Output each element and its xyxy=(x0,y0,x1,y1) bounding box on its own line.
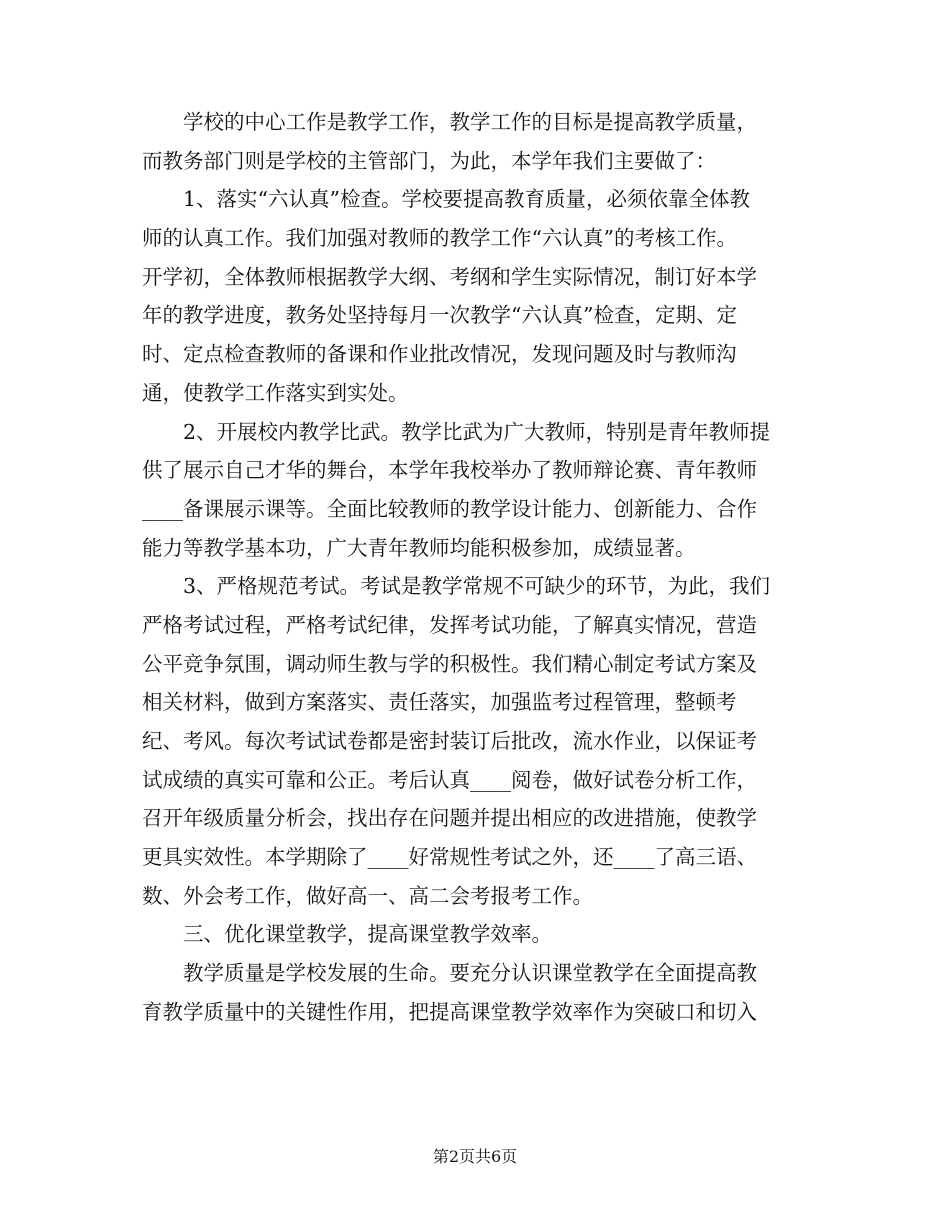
text-line: 而教务部门则是学校的主管部门，为此，本学年我们主要做了： xyxy=(142,148,716,173)
body-text xyxy=(142,103,808,1032)
page-number: 第2页共6页 xyxy=(432,1147,518,1166)
text-line: 1、落实“六认真”检查。学校要提高教育质量，必须依靠全体教 xyxy=(183,187,751,212)
section-heading: 三、优化课堂教学，提高课堂教学效率。 xyxy=(183,922,552,947)
text-line: 更具实效性。本学期除了____好常规性考试之外，还____了高三语、 xyxy=(142,845,757,870)
text-line: 3、严格规范考试。考试是教学常规不可缺少的环节，为此，我们 xyxy=(183,574,771,599)
text-line: ____备课展示课等。全面比较教师的教学设计能力、创新能力、合作 xyxy=(142,496,757,521)
text-line: 纪、考风。每次考试试卷都是密封装订后批改，流水作业，以保证考 xyxy=(142,729,757,753)
text-line: 通，使教学工作落实到实处。 xyxy=(142,380,409,405)
text-line: 供了展示自己才华的舞台，本学年我校举办了教师辩论赛、青年教师 xyxy=(142,458,757,483)
text-line: 数、外会考工作，做好高一、高二会考报考工作。 xyxy=(142,883,593,908)
text-line: 育教学质量中的关键性作用，把提高课堂教学效率作为突破口和切入 xyxy=(142,999,757,1024)
text-line: 2、开展校内教学比武。教学比武为广大教师，特别是青年教师提 xyxy=(183,419,771,444)
text-line: 学校的中心工作是教学工作，教学工作的目标是提高教学质量， xyxy=(183,110,757,134)
text-line: 能力等教学基本功，广大青年教师均能积极参加，成绩显著。 xyxy=(142,535,696,560)
text-line: 教学质量是学校发展的生命。要充分认识课堂教学在全面提高教 xyxy=(183,961,757,986)
text-line: 召开年级质量分析会，找出存在问题并提出相应的改进措施，使教学 xyxy=(142,806,757,831)
text-line: 相关材料，做到方案落实、责任落实，加强监考过程管理，整顿考 xyxy=(142,690,737,715)
text-line: 试成绩的真实可靠和公正。考后认真____阅卷，做好试卷分析工作， xyxy=(142,767,757,792)
text-line: 时、定点检查教师的备课和作业批改情况，发现问题及时与教师沟 xyxy=(142,342,737,367)
text-line: 开学初，全体教师根据教学大纲、考纲和学生实际情况，制订好本学 xyxy=(142,264,757,289)
text-line: 严格考试过程，严格考试纪律，发挥考试功能，了解真实情况，营造 xyxy=(142,612,757,637)
text-line: 年的教学进度，教务处坚持每月一次教学“六认真”检查，定期、定 xyxy=(142,303,737,328)
text-line: 公平竞争氛围，调动师生教与学的积极性。我们精心制定考试方案及 xyxy=(142,651,757,676)
text-line: 师的认真工作。我们加强对教师的教学工作“六认真”的考核工作。 xyxy=(142,226,737,251)
